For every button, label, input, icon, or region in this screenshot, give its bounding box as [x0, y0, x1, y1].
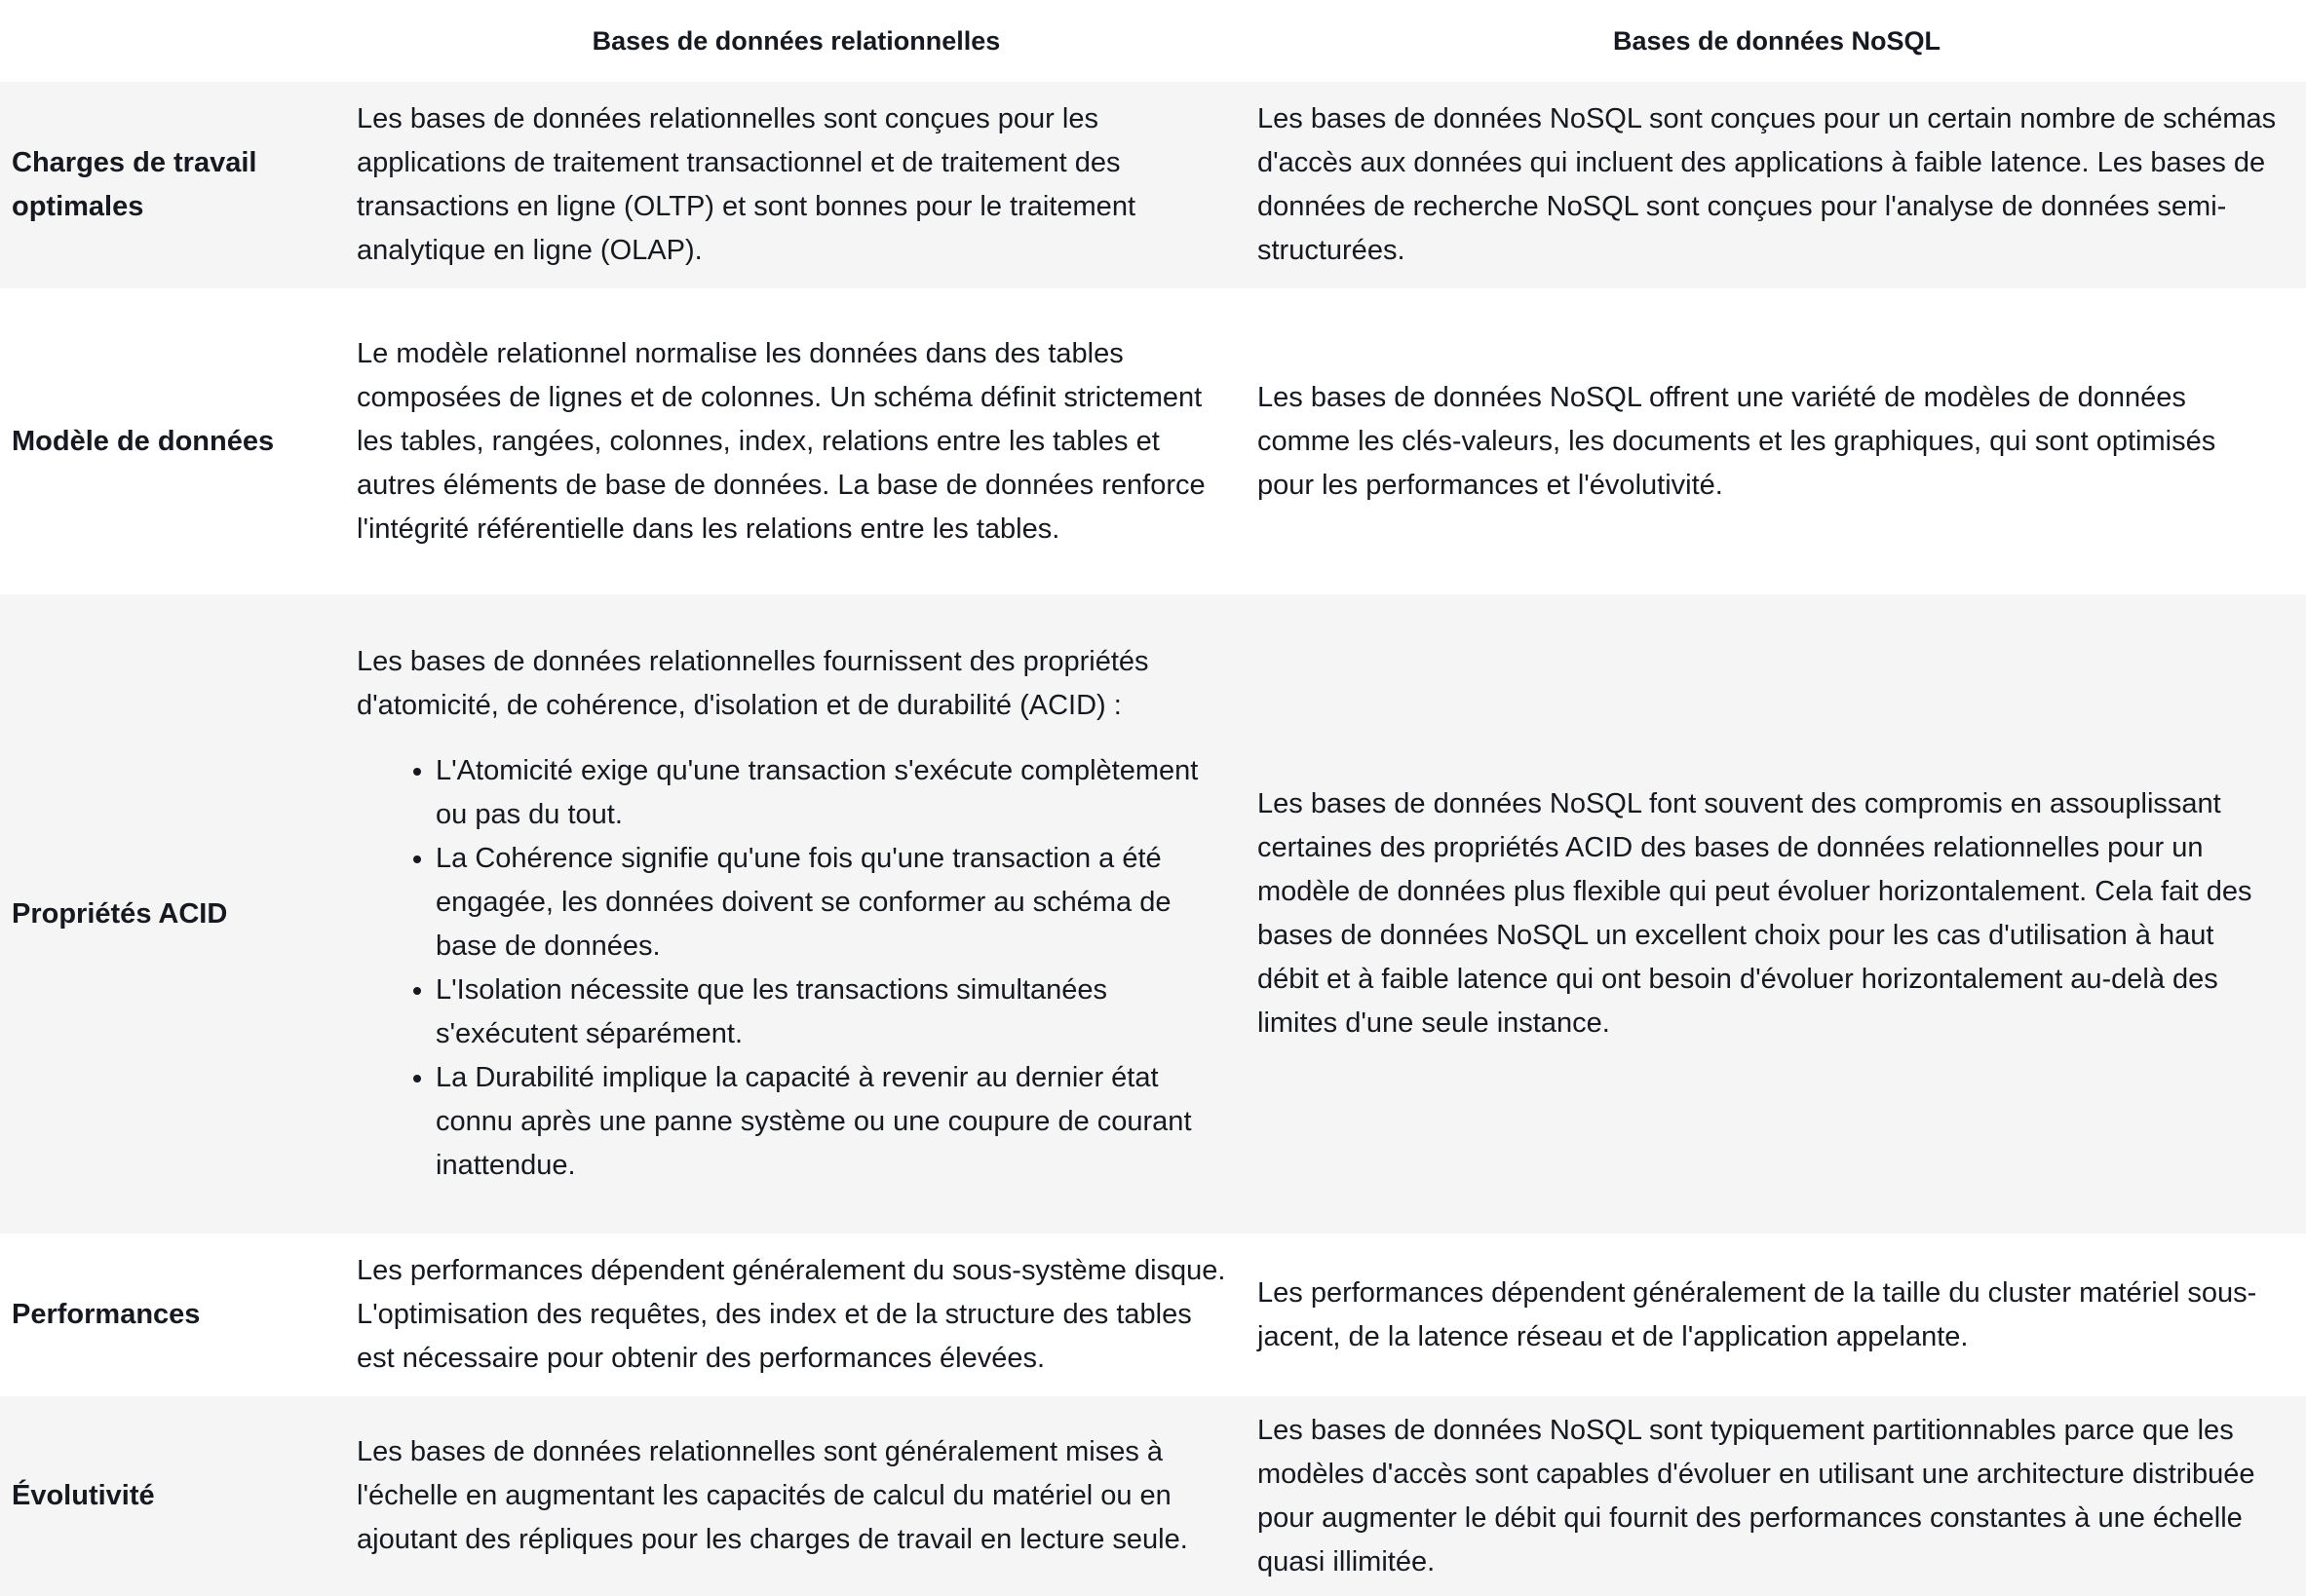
relational-cell: Les bases de données relationnelles sont conçues pour les applications de traitement transactionnel et de traitement des transactions en ligne (OLTP) et sont bonnes pour le traitement analytique en ligne (OLAP).	[357, 103, 1136, 266]
relational-cell: Les performances dépendent généralement du sous-système disque. L'optimisation des requêtes, des index et de la structure des tables est nécessaire pour obtenir des performances élevées.	[357, 1255, 1226, 1374]
header-row	[0, 0, 2306, 82]
acid-list	[357, 749, 1232, 1188]
acid-list-item-durability: • La Durabilité implique la capacité à revenir au dernier état connu après une panne système ou une coupure de courant inattendue.	[436, 1056, 1232, 1188]
table-row-performance	[0, 1234, 2306, 1396]
row-label: Charges de travail optimales	[12, 147, 257, 222]
acid-intro-text: Les bases de données relationnelles fournissent des propriétés d'atomicité, de cohérence, d'isolation et de durabilité (ACID) :	[357, 646, 1149, 721]
header-nosql: Bases de données NoSQL	[1248, 0, 2306, 82]
acid-list-item-isolation: • L'Isolation nécessite que les transactions simultanées s'exécutent séparément.	[436, 969, 1232, 1056]
table-row-data-model	[0, 288, 2306, 594]
table-row-scalability	[0, 1396, 2306, 1596]
relational-cell: Les bases de données relationnelles sont généralement mises à l'échelle en augmentant les capacités de calcul du matériel ou en ajoutant des répliques pour les charges de travail en lecture seule.	[357, 1436, 1188, 1555]
table-body	[0, 82, 2306, 1596]
row-label: Propriétés ACID	[12, 897, 228, 930]
table-row-acid-properties	[0, 594, 2306, 1234]
table-row-optimal-workloads	[0, 82, 2306, 288]
relational-cell: Le modèle relationnel normalise les données dans des tables composées de lignes et de colonnes. Un schéma définit strictement les tables, rangées, colonnes, index, relations entre les tables et autres éléments de base de données. La base de données renforce l'intégrité référentielle dans les relations entre les tables.	[357, 337, 1206, 545]
nosql-cell: Les bases de données NoSQL font souvent des compromis en assouplissant certaines des propriétés ACID des bases de données relationnelles pour un modèle de données plus flexible qui peut évoluer horizontalement. Cela fait des bases de données NoSQL un excellent choix pour les cas d'utilisation à haut débit et à faible latence qui ont besoin d'évoluer horizontalement au-delà des limites d'une seule instance.	[1257, 788, 2252, 1039]
acid-list-item-consistency: • La Cohérence signifie qu'une fois qu'une transaction a été engagée, les données doivent se conformer au schéma de base de données.	[436, 837, 1232, 969]
row-label: Modèle de données	[12, 425, 275, 457]
row-label: Évolutivité	[12, 1480, 155, 1511]
nosql-cell: Les bases de données NoSQL sont conçues pour un certain nombre de schémas d'accès aux données qui incluent des applications à faible latence. Les bases de données de recherche NoSQL sont conçues pour l'analyse de données semi-structurées.	[1257, 103, 2277, 266]
header-label-column	[0, 0, 345, 82]
nosql-cell: Les bases de données NoSQL offrent une variété de modèles de données comme les clés-valeurs, les documents et les graphiques, qui sont optimisés pour les performances et l'évolutivité.	[1257, 381, 2216, 501]
relational-cell	[345, 594, 1248, 1234]
nosql-cell: Les performances dépendent généralement de la taille du cluster matériel sous-jacent, de la latence réseau et de l'application appelante.	[1257, 1276, 2257, 1352]
acid-list-item-atomicity: • L'Atomicité exige qu'une transaction s'exécute complètement ou pas du tout.	[436, 749, 1232, 837]
nosql-cell: Les bases de données NoSQL sont typiquement partitionnables parce que les modèles d'accès sont capables d'évoluer en utilisant une architecture distribuée pour augmenter le débit qui fournit des performances constantes à une échelle quasi illimitée.	[1257, 1414, 2255, 1577]
header-relational: Bases de données relationnelles	[345, 0, 1248, 82]
table-header	[0, 0, 2306, 82]
row-label: Performances	[12, 1299, 201, 1330]
